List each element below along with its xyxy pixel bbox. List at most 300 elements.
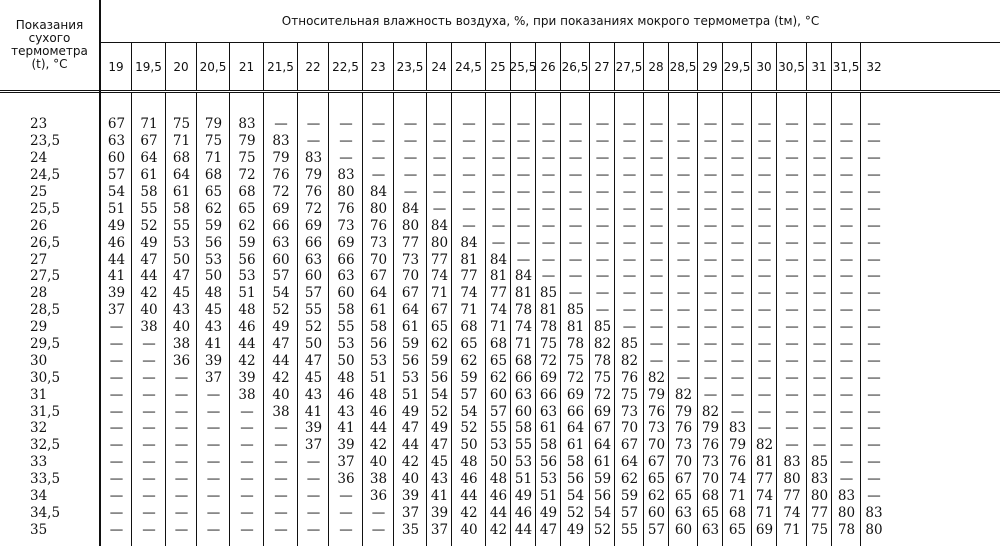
humidity-cell: 74	[460, 285, 478, 302]
humidity-cell: 56	[369, 336, 388, 353]
humidity-cell: —	[595, 285, 610, 302]
table-row	[0, 251, 1000, 268]
humidity-cell: —	[541, 116, 556, 133]
table-row	[0, 234, 1000, 251]
humidity-cell: —	[174, 403, 189, 420]
humidity-cell: —	[839, 437, 854, 454]
humidity-cell: 65	[674, 488, 693, 505]
humidity-cell: —	[142, 352, 156, 369]
humidity-cell: 79	[272, 150, 290, 167]
humidity-cell: 80	[837, 504, 856, 521]
humidity-cell: —	[142, 504, 156, 521]
humidity-cell: —	[568, 234, 583, 251]
humidity-cell: —	[109, 386, 124, 403]
humidity-cell: —	[595, 167, 610, 184]
humidity-cell: 55	[172, 217, 191, 234]
humidity-cell: —	[622, 200, 637, 217]
humidity-cell: 64	[172, 167, 191, 184]
humidity-cell: —	[206, 488, 221, 505]
humidity-cell: 65	[238, 200, 256, 217]
humidity-cell: —	[785, 234, 799, 251]
humidity-cell: —	[568, 184, 583, 200]
humidity-cell: 84	[489, 251, 508, 268]
humidity-cell: 75	[620, 386, 639, 403]
humidity-cell: —	[839, 184, 854, 200]
humidity-cell: —	[568, 133, 583, 150]
humidity-cell: —	[785, 369, 799, 386]
humidity-cell: —	[462, 150, 476, 167]
humidity-cell: 48	[489, 471, 508, 488]
humidity-cell: 79	[304, 167, 323, 184]
column-header: 23	[363, 43, 394, 90]
humidity-cell: —	[839, 116, 854, 133]
humidity-cell: 65	[701, 504, 720, 521]
humidity-cell: —	[785, 268, 799, 285]
humidity-cell: —	[839, 319, 854, 336]
humidity-cell: 85	[620, 336, 639, 353]
table-row	[0, 454, 1000, 471]
humidity-cell: —	[462, 200, 476, 217]
humidity-cell: 79	[238, 133, 256, 150]
table-row	[0, 200, 1000, 217]
humidity-cell: 49	[430, 420, 449, 437]
humidity-cell: —	[867, 167, 881, 184]
humidity-cell: 56	[593, 488, 612, 505]
humidity-cell: 41	[337, 420, 355, 437]
dry-temp-label: 31	[30, 386, 48, 403]
header-left-line-2: сухого	[28, 31, 71, 45]
humidity-cell: 64	[401, 302, 420, 319]
humidity-cell: 52	[430, 403, 449, 420]
humidity-cell: 69	[337, 234, 355, 251]
dry-temp-label: 24,5	[30, 167, 61, 184]
humidity-cell: —	[839, 369, 854, 386]
dry-temp-label: 31,5	[30, 403, 61, 420]
humidity-cell: 48	[369, 386, 388, 403]
humidity-cell: 41	[430, 488, 449, 505]
humidity-cell: —	[785, 403, 799, 420]
humidity-cell: —	[812, 285, 827, 302]
humidity-cell: —	[240, 521, 254, 538]
dry-temp-label: 26,5	[30, 234, 61, 251]
humidity-cell: 53	[337, 336, 355, 353]
humidity-cell: 82	[755, 437, 774, 454]
humidity-cell: —	[491, 184, 506, 200]
humidity-cell: —	[568, 116, 583, 133]
humidity-cell: —	[109, 504, 124, 521]
humidity-cell: —	[839, 167, 854, 184]
humidity-cell: —	[730, 251, 745, 268]
humidity-cell: —	[109, 437, 124, 454]
humidity-cell: 78	[566, 336, 585, 353]
humidity-cell: 43	[304, 386, 323, 403]
humidity-cell: 73	[647, 420, 666, 437]
humidity-cell: —	[240, 454, 254, 471]
humidity-cell: 44	[272, 352, 290, 369]
humidity-cell: —	[676, 268, 691, 285]
humidity-cell: 75	[204, 133, 223, 150]
humidity-cell: 73	[337, 217, 355, 234]
humidity-cell: —	[174, 369, 189, 386]
humidity-cell: —	[839, 285, 854, 302]
table-body	[0, 116, 1000, 538]
humidity-cell: —	[812, 150, 827, 167]
humidity-cell: —	[541, 167, 556, 184]
humidity-cell: —	[174, 521, 189, 538]
humidity-cell: —	[839, 403, 854, 420]
humidity-cell: 47	[272, 336, 290, 353]
humidity-cell: 83	[837, 488, 856, 505]
humidity-cell: —	[839, 200, 854, 217]
humidity-cell: —	[785, 285, 799, 302]
humidity-cell: 51	[514, 471, 533, 488]
humidity-cell: 54	[272, 285, 290, 302]
humidity-cell: —	[703, 302, 718, 319]
humidity-cell: 56	[238, 251, 256, 268]
humidity-cell: 84	[460, 234, 478, 251]
humidity-cell: 85	[566, 302, 585, 319]
humidity-cell: 38	[272, 403, 290, 420]
humidity-cell: —	[403, 184, 418, 200]
humidity-cell: —	[432, 133, 447, 150]
humidity-cell: 67	[369, 268, 388, 285]
humidity-cell: 80	[783, 471, 801, 488]
humidity-cell: —	[867, 251, 881, 268]
humidity-cell: 80	[865, 521, 883, 538]
humidity-cell: 53	[238, 268, 256, 285]
humidity-cell: —	[206, 386, 221, 403]
humidity-cell: —	[174, 437, 189, 454]
humidity-cell: —	[785, 437, 799, 454]
humidity-cell: 60	[674, 521, 693, 538]
humidity-cell: —	[516, 217, 531, 234]
humidity-cell: —	[812, 200, 827, 217]
humidity-cell: 69	[272, 200, 290, 217]
humidity-cell: —	[595, 200, 610, 217]
humidity-cell: —	[757, 336, 772, 353]
humidity-cell: —	[839, 420, 854, 437]
dry-temp-label: 25,5	[30, 200, 61, 217]
humidity-cell: 68	[489, 336, 508, 353]
table-row	[0, 386, 1000, 403]
humidity-cell: —	[757, 184, 772, 200]
column-header: 29	[698, 43, 723, 90]
humidity-cell: —	[174, 504, 189, 521]
humidity-cell: 64	[566, 420, 585, 437]
humidity-cell: —	[757, 420, 772, 437]
humidity-cell: —	[174, 420, 189, 437]
humidity-cell: —	[306, 133, 321, 150]
humidity-cell: 81	[755, 454, 774, 471]
humidity-cell: 47	[172, 268, 191, 285]
humidity-cell: 52	[140, 217, 158, 234]
humidity-cell: 67	[620, 437, 639, 454]
humidity-cell: —	[867, 336, 881, 353]
wet-thermometer-header: Относительная влажность воздуха, %, при показаниях мокрого термометра (tм), °С	[101, 0, 1000, 43]
humidity-cell: —	[676, 234, 691, 251]
humidity-cell: —	[867, 150, 881, 167]
humidity-cell: 80	[369, 200, 388, 217]
humidity-cell: —	[206, 420, 221, 437]
column-header: 30	[752, 43, 777, 90]
humidity-cell: 71	[728, 488, 747, 505]
humidity-cell: 75	[566, 352, 585, 369]
humidity-cell: —	[142, 403, 156, 420]
humidity-cell: 63	[272, 234, 290, 251]
humidity-cell: 61	[566, 437, 585, 454]
humidity-cell: 61	[369, 302, 388, 319]
humidity-cell: 66	[337, 251, 355, 268]
humidity-cell: 62	[238, 217, 256, 234]
humidity-cell: —	[812, 403, 827, 420]
humidity-cell: 78	[837, 521, 856, 538]
humidity-cell: —	[730, 386, 745, 403]
humidity-cell: 56	[204, 234, 223, 251]
humidity-cell: 77	[401, 234, 420, 251]
humidity-cell: 60	[304, 268, 323, 285]
humidity-cell: 50	[337, 352, 355, 369]
humidity-cell: 51	[539, 488, 558, 505]
humidity-cell: 79	[204, 116, 223, 133]
humidity-cell: 49	[566, 521, 585, 538]
humidity-cell: 59	[620, 488, 639, 505]
humidity-cell: —	[867, 352, 881, 369]
humidity-cell: —	[491, 150, 506, 167]
humidity-cell: 69	[566, 386, 585, 403]
humidity-cell: 48	[337, 369, 355, 386]
humidity-cell: —	[491, 200, 506, 217]
humidity-cell: —	[142, 471, 156, 488]
humidity-cell: —	[306, 521, 321, 538]
humidity-cell: 82	[701, 403, 720, 420]
humidity-cell: —	[730, 403, 745, 420]
humidity-cell: 55	[620, 521, 639, 538]
humidity-cell: —	[703, 217, 718, 234]
humidity-cell: 76	[728, 454, 747, 471]
humidity-cell: 68	[172, 150, 191, 167]
humidity-cell: 64	[369, 285, 388, 302]
humidity-cell: 65	[460, 336, 478, 353]
humidity-cell: —	[757, 285, 772, 302]
humidity-cell: 62	[489, 369, 508, 386]
humidity-cell: —	[240, 437, 254, 454]
humidity-cell: —	[867, 217, 881, 234]
humidity-cell: 75	[539, 336, 558, 353]
humidity-cell: —	[703, 184, 718, 200]
humidity-cell: 43	[204, 319, 223, 336]
column-header: 29,5	[723, 43, 752, 90]
humidity-cell: 46	[337, 386, 355, 403]
humidity-cell: 79	[647, 386, 666, 403]
humidity-cell: —	[595, 234, 610, 251]
humidity-cell: —	[839, 150, 854, 167]
humidity-cell: —	[839, 336, 854, 353]
humidity-cell: 74	[430, 268, 449, 285]
humidity-cell: —	[676, 251, 691, 268]
humidity-cell: 42	[401, 454, 420, 471]
humidity-cell: 59	[593, 471, 612, 488]
humidity-cell: 44	[238, 336, 256, 353]
humidity-cell: 46	[107, 234, 126, 251]
humidity-cell: —	[432, 150, 447, 167]
humidity-cell: 72	[539, 352, 558, 369]
humidity-cell: 60	[489, 386, 508, 403]
humidity-cell: 77	[755, 471, 774, 488]
humidity-cell: —	[730, 217, 745, 234]
humidity-cell: 73	[674, 437, 693, 454]
column-header: 28,5	[669, 43, 698, 90]
humidity-cell: —	[541, 217, 556, 234]
humidity-cell: 50	[204, 268, 223, 285]
humidity-cell: —	[371, 116, 386, 133]
label-column-rule	[99, 0, 101, 546]
dry-temp-label: 28,5	[30, 302, 61, 319]
humidity-cell: 62	[204, 200, 223, 217]
humidity-cell: 38	[369, 471, 388, 488]
dry-temp-label: 29	[30, 319, 48, 336]
column-header: 19	[101, 43, 132, 90]
dry-temp-label: 30	[30, 352, 48, 369]
humidity-cell: —	[432, 116, 447, 133]
humidity-cell: —	[339, 504, 353, 521]
humidity-cell: 82	[647, 369, 666, 386]
humidity-cell: —	[867, 471, 881, 488]
humidity-cell: 55	[514, 437, 533, 454]
humidity-cell: —	[142, 386, 156, 403]
humidity-cell: —	[703, 319, 718, 336]
humidity-cell: 71	[783, 521, 801, 538]
humidity-cell: —	[339, 133, 353, 150]
humidity-cell: 51	[238, 285, 256, 302]
humidity-cell: —	[785, 336, 799, 353]
humidity-cell: 46	[514, 504, 533, 521]
humidity-cell: 80	[430, 234, 449, 251]
humidity-cell: —	[516, 167, 531, 184]
humidity-cell: 83	[337, 167, 355, 184]
humidity-cell: —	[109, 352, 124, 369]
humidity-cell: 69	[539, 369, 558, 386]
humidity-cell: —	[371, 150, 386, 167]
humidity-cell: 81	[514, 285, 533, 302]
humidity-cell: —	[339, 521, 353, 538]
dry-thermometer-header	[0, 0, 101, 90]
humidity-cell: —	[142, 420, 156, 437]
humidity-cell: —	[839, 268, 854, 285]
dry-temp-label: 32	[30, 420, 48, 437]
humidity-cell: 76	[304, 184, 323, 200]
humidity-cell: 67	[430, 302, 449, 319]
humidity-cell: 74	[489, 302, 508, 319]
humidity-cell: —	[703, 234, 718, 251]
humidity-cell: —	[595, 268, 610, 285]
humidity-cell: 40	[401, 471, 420, 488]
humidity-cell: 83	[272, 133, 290, 150]
column-header: 30,5	[777, 43, 807, 90]
humidity-cell: 58	[140, 184, 158, 200]
humidity-cell: 68	[514, 352, 533, 369]
humidity-cell: 84	[514, 268, 533, 285]
column-header: 25	[486, 43, 511, 90]
table-row	[0, 217, 1000, 234]
humidity-cell: 62	[620, 471, 639, 488]
humidity-cell: —	[568, 167, 583, 184]
humidity-cell: 57	[620, 504, 639, 521]
table-row	[0, 420, 1000, 437]
humidity-cell: —	[785, 386, 799, 403]
humidity-cell: 37	[337, 454, 355, 471]
humidity-cell: —	[839, 386, 854, 403]
humidity-cell: —	[785, 167, 799, 184]
humidity-cell: 85	[539, 285, 558, 302]
humidity-cell: 74	[514, 319, 533, 336]
humidity-cell: 63	[701, 521, 720, 538]
humidity-cell: 36	[172, 352, 191, 369]
humidity-cell: 54	[593, 504, 612, 521]
humidity-cell: —	[109, 369, 124, 386]
humidity-cell: —	[274, 488, 288, 505]
humidity-cell: —	[622, 133, 637, 150]
humidity-cell: 73	[401, 251, 420, 268]
humidity-cell: 61	[401, 319, 420, 336]
dry-temp-label: 29,5	[30, 336, 61, 353]
humidity-cell: —	[491, 116, 506, 133]
humidity-cell: —	[595, 133, 610, 150]
humidity-cell: 72	[566, 369, 585, 386]
dry-temp-label: 23	[30, 116, 48, 133]
humidity-cell: —	[109, 454, 124, 471]
humidity-cell: —	[649, 302, 664, 319]
humidity-cell: 57	[460, 386, 478, 403]
humidity-cell: 44	[460, 488, 478, 505]
humidity-cell: —	[839, 217, 854, 234]
humidity-cell: 44	[514, 521, 533, 538]
humidity-cell: —	[622, 234, 637, 251]
humidity-cell: —	[622, 251, 637, 268]
humidity-cell: 81	[566, 319, 585, 336]
humidity-cell: 56	[430, 369, 449, 386]
humidity-cell: —	[730, 268, 745, 285]
humidity-cell: —	[867, 420, 881, 437]
humidity-cell: —	[757, 116, 772, 133]
humidity-cell: —	[757, 386, 772, 403]
humidity-cell: 53	[489, 437, 508, 454]
humidity-cell: 63	[674, 504, 693, 521]
table-row	[0, 369, 1000, 386]
humidity-cell: 77	[460, 268, 478, 285]
humidity-cell: 57	[489, 403, 508, 420]
humidity-cell: 39	[430, 504, 449, 521]
humidity-cell: 81	[539, 302, 558, 319]
dry-temp-label: 23,5	[30, 133, 61, 150]
humidity-cell: —	[432, 200, 447, 217]
humidity-cell: —	[568, 150, 583, 167]
humidity-cell: 43	[337, 403, 355, 420]
humidity-cell: 50	[460, 437, 478, 454]
humidity-cell: 63	[337, 268, 355, 285]
humidity-cell: 47	[430, 437, 449, 454]
table-row	[0, 116, 1000, 133]
humidity-cell: —	[274, 521, 288, 538]
humidity-cell: —	[730, 336, 745, 353]
humidity-cell: 66	[514, 369, 533, 386]
humidity-cell: —	[541, 251, 556, 268]
humidity-cell: 37	[401, 504, 420, 521]
humidity-cell: 61	[539, 420, 558, 437]
humidity-cell: 70	[369, 251, 388, 268]
column-header: 26,5	[561, 43, 590, 90]
humidity-cell: —	[676, 116, 691, 133]
dry-temp-label: 32,5	[30, 437, 61, 454]
